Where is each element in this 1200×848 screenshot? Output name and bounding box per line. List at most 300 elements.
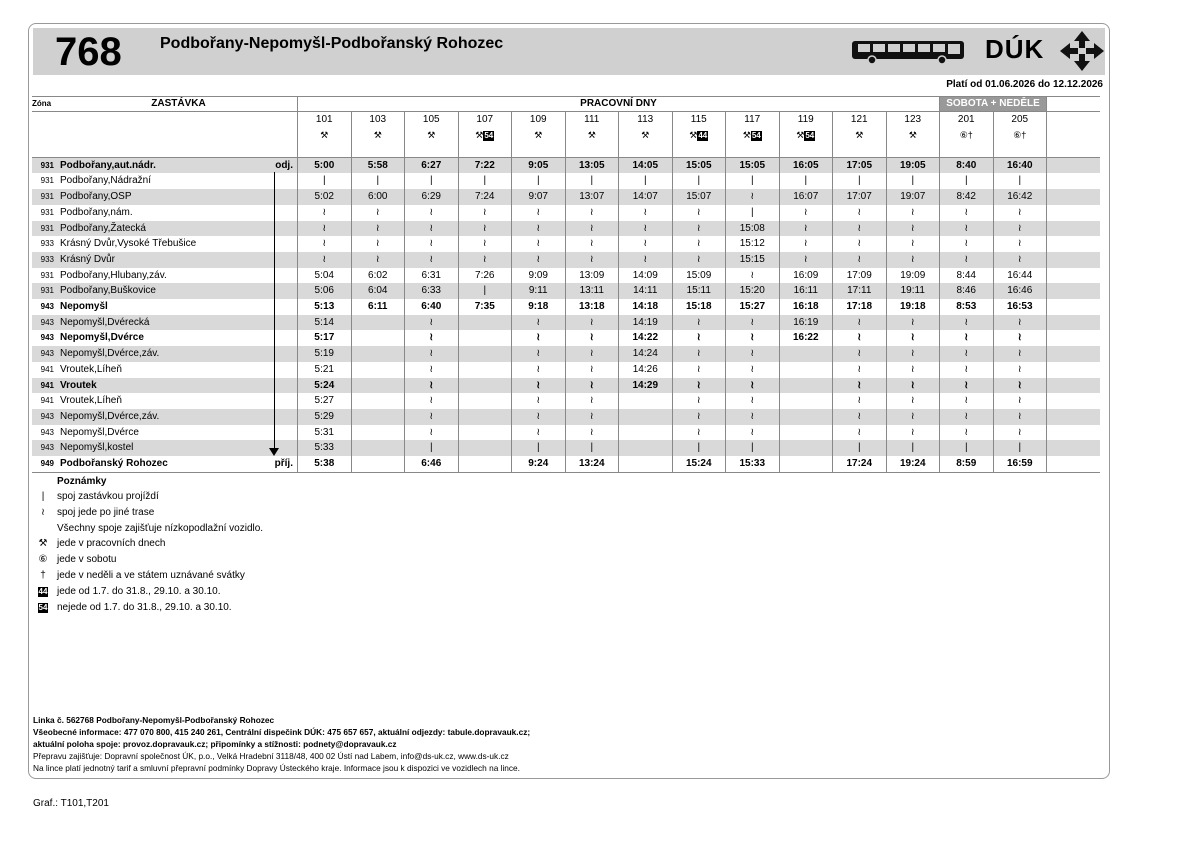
time-cell: ≀ [405,378,459,394]
empty-cell [1047,283,1101,299]
note-text: spoj jede po jiné trase [57,506,155,518]
stop-name [57,362,298,378]
time-cell: ≀ [833,409,887,425]
time-cell [458,362,512,378]
time-cell: 6:02 [351,268,405,284]
empty-cell [32,112,57,128]
time-cell [458,378,512,394]
time-cell: ≀ [833,315,887,331]
brand-logo-text: DÚK [985,34,1045,64]
trip-code: ⚒54 [458,128,512,143]
time-cell: 5:58 [351,157,405,173]
time-cell: | [672,173,726,189]
empty-cell [886,143,940,158]
empty-cell [1047,409,1101,425]
empty-cell [1047,378,1101,394]
stop-name-text: Vroutek,Líheň [60,395,122,407]
time-cell: ≀ [886,409,940,425]
trip-number: 201 [940,112,994,128]
time-cell [351,409,405,425]
time-cell: | [298,173,352,189]
time-cell [779,409,833,425]
stop-name [57,299,298,315]
stop-name-text: Nepomyšl,Dvérce,záv. [60,410,160,422]
trip-number: 109 [512,112,566,128]
time-cell: ≀ [298,236,352,252]
time-cell: ≀ [833,346,887,362]
trip-code: ⚒ [886,128,940,143]
footer-line-5: Na lince platí jednotný tarif a smluvní přepravní podmínky Dopravy Ústeckého kraje. Informace jsou k dispozici ve vozidlech na lince. [33,763,520,773]
time-cell: ≀ [993,315,1047,331]
empty-cell [1047,143,1101,158]
time-cell: ≀ [672,362,726,378]
time-cell: 15:05 [726,157,780,173]
time-cell: ≀ [886,330,940,346]
time-cell: 13:07 [565,189,619,205]
empty-cell [672,143,726,158]
time-cell: ≀ [512,425,566,441]
stop-name-text: Podbořany,Hlubany,záv. [60,269,167,281]
empty-cell [1047,157,1101,173]
time-cell: 6:00 [351,189,405,205]
time-cell: ≀ [726,425,780,441]
empty-cell [1047,112,1101,128]
time-cell: 9:18 [512,299,566,315]
time-cell: ≀ [672,330,726,346]
time-cell: ≀ [886,346,940,362]
time-cell [351,456,405,472]
empty-cell [458,143,512,158]
time-cell: ≀ [886,252,940,268]
stop-name [57,173,298,189]
time-cell: 5:21 [298,362,352,378]
time-cell: ≀ [779,252,833,268]
time-cell: ≀ [886,205,940,221]
note-text: spoj zastávkou projíždí [57,491,159,502]
time-cell: ≀ [940,425,994,441]
time-cell [458,456,512,472]
time-cell: 5:00 [298,157,352,173]
time-cell: ≀ [940,362,994,378]
trip-code: ⚒44 [672,128,726,143]
time-cell: 19:07 [886,189,940,205]
time-cell: | [886,173,940,189]
weekend-header: SOBOTA + NEDĚLE [940,97,1047,112]
time-cell: ≀ [565,362,619,378]
time-cell: 17:11 [833,283,887,299]
footer-info [33,714,530,774]
time-cell [619,425,673,441]
empty-cell [619,143,673,158]
time-cell: 14:22 [619,330,673,346]
time-cell: ≀ [833,330,887,346]
time-cell: ≀ [993,221,1047,237]
empty-cell [1047,128,1101,143]
time-cell: 13:24 [565,456,619,472]
trip-number: 111 [565,112,619,128]
empty-cell [1047,252,1101,268]
time-cell: | [726,205,780,221]
time-cell: ≀ [886,425,940,441]
time-cell: 5:24 [298,378,352,394]
trip-code: ⚒ [405,128,459,143]
time-cell: 19:09 [886,268,940,284]
time-cell: ≀ [726,189,780,205]
time-cell: ≀ [940,236,994,252]
note-symbol: ⑥ [38,554,48,566]
time-cell [351,425,405,441]
empty-cell [512,143,566,158]
note-item [33,584,263,600]
trip-code: ⑥† [993,128,1047,143]
footer-line-2: Všeobecné informace: 477 070 800, 415 240 261, Centrální dispečink DÚK: 475 657 657, aktuální odjezdy: tabule.dopravauk.cz; [33,727,531,737]
time-cell: 5:02 [298,189,352,205]
time-cell [619,409,673,425]
line-number: 768 [55,30,122,74]
time-cell: ≀ [351,205,405,221]
time-cell [351,330,405,346]
stop-name-text: Podbořany,aut.nádr. [60,159,156,171]
time-cell: ≀ [993,409,1047,425]
time-cell: ≀ [833,393,887,409]
time-cell: 17:07 [833,189,887,205]
stop-name-text: Podbořanský Rohozec [60,458,168,470]
time-cell: ≀ [833,205,887,221]
time-cell: ≀ [993,205,1047,221]
note-text: jede od 1.7. do 31.8., 29.10. a 30.10. [57,585,221,597]
table-row [32,378,1100,394]
time-cell: ≀ [886,378,940,394]
stop-name-text: Podbořany,Žatecká [60,222,146,234]
stop-zone: 943 [32,440,57,456]
table-row [32,157,1100,173]
stop-name-text: Nepomyšl,kostel [60,442,134,454]
time-cell: ≀ [619,205,673,221]
time-cell: 7:22 [458,157,512,173]
time-cell: ≀ [940,378,994,394]
note-item [33,521,263,537]
time-cell: 8:40 [940,157,994,173]
time-cell: 14:07 [619,189,673,205]
time-cell [351,346,405,362]
stop-zone: 943 [40,427,54,437]
empty-cell [1047,221,1101,237]
time-cell: 16:07 [779,189,833,205]
time-cell: 6:04 [351,283,405,299]
empty-cell [833,143,887,158]
trip-code: ⑥† [940,128,994,143]
time-cell: ≀ [993,393,1047,409]
time-cell: ≀ [726,315,780,331]
time-cell: | [512,173,566,189]
time-cell: ≀ [565,221,619,237]
time-cell: 17:18 [833,299,887,315]
time-cell: | [993,173,1047,189]
time-cell: ≀ [405,252,459,268]
time-cell: 8:46 [940,283,994,299]
time-cell [458,346,512,362]
time-cell: ≀ [726,378,780,394]
empty-cell [565,143,619,158]
stop-name [57,346,298,362]
direction-arrow-line [274,172,275,452]
time-cell: 5:13 [298,299,352,315]
trip-code: ⚒ [298,128,352,143]
note-item [33,489,263,505]
validity-text: Platí od 01.06.2026 do 12.12.2026 [946,79,1103,90]
time-cell: | [565,440,619,456]
stop-name-text: Podbořany,Buškovice [60,285,156,297]
time-cell: ≀ [565,236,619,252]
time-cell: | [405,440,459,456]
note-text: nejede od 1.7. do 31.8., 29.10. a 30.10. [57,601,232,613]
table-row [32,173,1100,189]
time-cell: ≀ [512,362,566,378]
empty-cell [1047,189,1101,205]
time-cell: | [726,173,780,189]
time-cell: 15:12 [726,236,780,252]
zone-header: Zóna [32,97,57,112]
time-cell: ≀ [565,252,619,268]
empty-cell [1047,425,1101,441]
time-cell: 14:19 [619,315,673,331]
restriction-badge: 54 [805,130,815,140]
time-cell: | [458,283,512,299]
time-cell: ≀ [940,221,994,237]
stop-name [57,221,298,237]
time-cell: ≀ [512,393,566,409]
time-cell: 6:27 [405,157,459,173]
time-cell: ≀ [565,346,619,362]
time-cell: ≀ [672,346,726,362]
time-cell: ≀ [565,205,619,221]
time-cell: 15:20 [726,283,780,299]
stop-name [57,157,298,173]
notes-title: Poznámky [57,476,107,487]
time-cell: ≀ [565,378,619,394]
time-cell: ≀ [351,252,405,268]
time-cell: ≀ [993,252,1047,268]
stop-zone: 941 [40,396,54,406]
time-cell: ≀ [940,252,994,268]
time-cell: ≀ [993,346,1047,362]
empty-cell [1047,330,1101,346]
table-row [32,268,1100,284]
empty-cell [1047,315,1101,331]
time-cell: ≀ [672,252,726,268]
stop-name-text: Vroutek,Líheň [60,363,122,375]
footer-line-4: Přepravu zajišťuje: Dopravní společnost ÚK, p.o., Velká Hradební 3118/48, 400 02 Ústí nad Labem, info@ds-uk.cz, www.ds-uk.cz [33,751,509,761]
time-cell: 16:59 [993,456,1047,472]
time-cell: ≀ [779,205,833,221]
time-cell: ≀ [672,315,726,331]
note-text: Všechny spoje zajišťuje nízkopodlažní vozidlo. [57,522,264,534]
trip-number: 123 [886,112,940,128]
trip-number: 107 [458,112,512,128]
time-cell [619,456,673,472]
restriction-badge: 54 [751,130,761,140]
time-cell: ≀ [833,425,887,441]
stop-name [57,189,298,205]
time-cell: 5:19 [298,346,352,362]
time-cell: 16:05 [779,157,833,173]
stop-name [57,236,298,252]
time-cell: 17:24 [833,456,887,472]
time-cell: 5:33 [298,440,352,456]
time-cell: ≀ [512,378,566,394]
duk-arrows-logo [1058,29,1106,73]
time-cell: ≀ [672,378,726,394]
time-cell [458,330,512,346]
time-cell: 19:18 [886,299,940,315]
empty-cell [1047,97,1101,112]
direction-arrow-head [269,448,279,456]
empty-cell [1047,299,1101,315]
stop-name [57,268,298,284]
trip-number: 101 [298,112,352,128]
time-cell: ≀ [458,221,512,237]
time-cell: 9:11 [512,283,566,299]
time-cell: ≀ [993,362,1047,378]
time-cell: ≀ [405,315,459,331]
time-cell: 6:31 [405,268,459,284]
time-cell: ≀ [619,236,673,252]
time-cell: ≀ [565,330,619,346]
time-cell: 5:31 [298,425,352,441]
time-cell: | [833,173,887,189]
time-cell: ≀ [672,221,726,237]
time-cell: 15:24 [672,456,726,472]
time-cell [458,409,512,425]
table-row [32,425,1100,441]
time-cell: 13:18 [565,299,619,315]
trip-code: ⚒ [833,128,887,143]
time-cell: ≀ [993,425,1047,441]
table-row [32,346,1100,362]
restriction-badge: 44 [38,586,48,596]
trip-code: ⚒54 [779,128,833,143]
time-cell: ≀ [298,221,352,237]
time-cell: ≀ [512,236,566,252]
time-cell: | [940,173,994,189]
time-cell [619,440,673,456]
stop-header: ZASTÁVKA [57,97,298,112]
trip-code: ⚒ [512,128,566,143]
stop-zone: 931 [32,283,57,299]
note-symbol: ≀ [41,506,45,518]
empty-cell [940,143,994,158]
empty-cell [32,128,57,143]
time-cell: 8:44 [940,268,994,284]
time-cell: ≀ [405,221,459,237]
direction-label: příj. [274,458,293,470]
weekday-header: PRACOVNÍ DNY [298,97,940,112]
time-cell: 15:11 [672,283,726,299]
empty-cell [1047,456,1101,472]
time-cell: ≀ [672,409,726,425]
time-cell: 15:15 [726,252,780,268]
time-cell: ≀ [458,236,512,252]
stop-zone: 943 [40,333,54,343]
empty-cell [726,143,780,158]
time-cell: 7:26 [458,268,512,284]
time-cell: | [351,173,405,189]
time-cell: ≀ [672,425,726,441]
time-cell: ≀ [512,346,566,362]
time-cell: 13:05 [565,157,619,173]
stop-name [57,283,298,299]
time-cell: ≀ [940,409,994,425]
time-cell: 14:26 [619,362,673,378]
table-row [32,409,1100,425]
time-cell: ≀ [458,252,512,268]
trip-number: 113 [619,112,673,128]
stop-name-text: Krásný Dvůr [60,253,116,265]
empty-cell [351,143,405,158]
time-cell [619,393,673,409]
empty-cell [1047,268,1101,284]
stop-name [57,315,298,331]
time-cell: ≀ [565,315,619,331]
restriction-badge: 54 [38,602,48,612]
time-cell: 6:33 [405,283,459,299]
time-cell [351,393,405,409]
trip-code: ⚒54 [726,128,780,143]
table-row [32,221,1100,237]
time-cell: 16:53 [993,299,1047,315]
time-cell: 9:24 [512,456,566,472]
time-cell: ≀ [726,409,780,425]
table-row [32,252,1100,268]
stop-name-text: Nepomyšl,Dvérce [60,426,139,438]
stop-zone: 931 [40,176,54,186]
stop-name-text: Podbořany,nám. [60,206,133,218]
notes-section [33,474,263,615]
trip-code: ⚒ [565,128,619,143]
time-cell: ≀ [405,236,459,252]
time-cell: 14:09 [619,268,673,284]
empty-cell [57,112,298,128]
time-cell [779,346,833,362]
time-cell: 14:24 [619,346,673,362]
stop-name-text: Nepomyšl,Dvérecká [60,316,150,328]
time-cell: ≀ [940,315,994,331]
time-cell: ≀ [940,346,994,362]
stop-name [57,252,298,268]
time-cell: ≀ [726,393,780,409]
time-cell: 5:04 [298,268,352,284]
table-row [32,330,1100,346]
time-cell: ≀ [940,393,994,409]
time-cell: ≀ [512,205,566,221]
time-cell: ≀ [405,393,459,409]
time-cell: 8:53 [940,299,994,315]
time-cell: ≀ [512,330,566,346]
empty-cell [405,143,459,158]
trip-number: 115 [672,112,726,128]
time-cell: | [833,440,887,456]
time-cell: ≀ [886,221,940,237]
time-cell: 15:09 [672,268,726,284]
trip-code-row [32,128,1100,143]
stop-name [57,409,298,425]
stop-name-text: Nepomyšl,Dvérce [60,332,144,344]
time-cell: 19:24 [886,456,940,472]
time-cell: 15:33 [726,456,780,472]
time-cell: ≀ [940,205,994,221]
time-cell: ≀ [993,330,1047,346]
time-cell: ≀ [405,330,459,346]
